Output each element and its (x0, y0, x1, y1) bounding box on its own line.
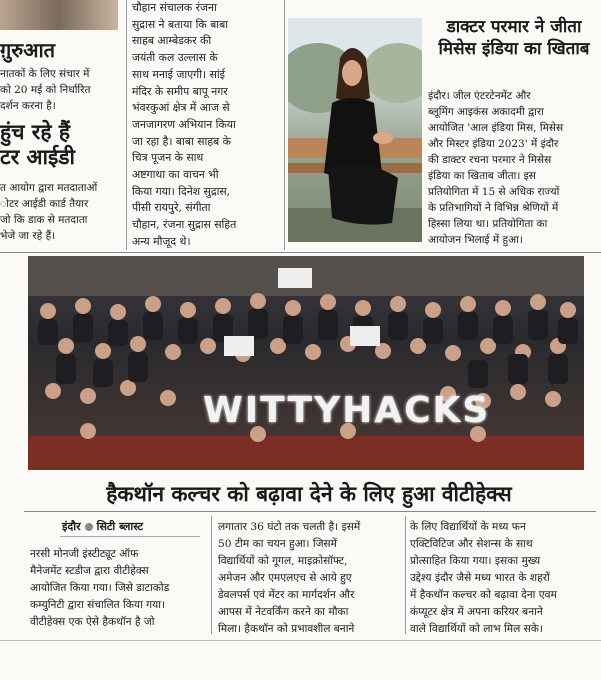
main-body-column-3: के लिए विद्यार्थियों के मध्य फन एक्टिविटिज और सेशन्स के साथ प्रोत्साहित किया गया। इसका मुख्य उद्देश्य इंदौर जैसे मध्य भारत के शहरों में हैकथॉन कल्चर को बढ़ावा देना एवम कंप्यूटर क्षेत्र में अपना करियर बनाने वाले विद्यार्थियों को लाभ मिल सके। (410, 521, 557, 635)
right-article-headline: डाक्टर परमार ने जीता मिसेस इंडिया का खिताब (438, 17, 590, 59)
middle-column (132, 0, 280, 250)
main-body-column-1: नरसी मोनजी इंस्टीट्यूट ऑफ मैनेजमेंट स्टडीज द्वारा वीटीहेक्स आयोजित किया गया। जिसे डाटाकोड कम्युनिटी द्वारा संचालित किया गया। वीटीहेक्स एक ऐसे हैकथॉन है जो (30, 548, 170, 628)
left-photo-strip (0, 0, 118, 30)
left-heading-2: हुंच रहे हैं टर आईडी (0, 120, 75, 169)
column-divider (405, 516, 406, 634)
dateline-underline (60, 536, 200, 537)
bullet-dot-icon (85, 523, 93, 531)
crowd-illustration (28, 256, 584, 470)
column-divider (126, 0, 127, 250)
middle-column-text: चौहान संचालक रंजना सुद्रास ने बताया कि बाबा साहब आम्बेडकर की जयंती कल उल्लास के साथ मनाई जाएगी। सांई मंदिर के समीप बापू नगर भंवरकुआं क्षेत्र में आज से जनजागरण अभियान किया जा रहा है। बाबा साहब के चित्र पूजन के साथ अष्टगाथा का वाचन भी किया गया। दिनेश सुद्रास, पीसी रायपुरे, संगीता चौहान, रंजना सुद्रास सहित अन्य मौजूद थे। (132, 1, 237, 248)
column-divider (211, 516, 212, 634)
page-bottom-rule (0, 640, 601, 641)
section-divider (0, 252, 601, 253)
left-paragraph-1: नातकों के लिए संचार में को 20 मई को निर्धारित दर्शन करना है। (0, 68, 91, 112)
column-divider (284, 0, 285, 250)
main-body-column-2: लगातार 36 घंटो तक चलती है। इसमें 50 टीम का चयन हुआ। जिसमें विद्यार्थियों को गूगल, माइक्रोसॉफ्ट, अमेजन और एमएलएच से आये हुए डेवलपर्स एवं मेंटर का मार्गदर्शन और आपस में नेटवर्किंग करने का मौका मिला। हैकथॉन को प्रभावशील बनाने (218, 521, 361, 635)
dateline (62, 519, 143, 534)
portrait-illustration (288, 18, 422, 242)
main-headline: हैकथॉन कल्चर को बढ़ावा देने के लिए हुआ वीटीहेक्स (106, 482, 512, 506)
headline-divider (24, 511, 596, 512)
woman-portrait-photo (288, 18, 422, 242)
left-paragraph-2: त आयोग द्वारा मतदाताओं ोटर आईडी कार्ड तैयार जो कि डाक से मतदाता भेजे जा रहे हैं। (0, 182, 98, 242)
dateline-city: इंदौर (62, 520, 81, 533)
wittyhacks-banner: WITTYHACKS (203, 390, 491, 431)
right-article-body: इंदौर। जील एंटरटेनमेंट और ब्लूमिंग आइकंस अकादमी द्वारा आयोजित 'आल इंडिया मिस, मिसेस और मिस्टर इंडिया 2023' में इंदौर की डाक्टर रचना परमार ने मिसेस इंडिया का खिताब जीता। इस प्रतियोगिता में 15 से अधिक राज्यों के प्रतिभागियों ने विभिन्न श्रेणियों में हिस्सा लिया था। प्रतियोगिता का आयोजन भिलाई में हुआ। (428, 90, 564, 246)
left-column (0, 0, 120, 260)
dateline-source: सिटी ब्लास्ट (96, 520, 144, 533)
left-heading-1: ग़ुरुआत (0, 38, 56, 62)
hackathon-group-photo (28, 256, 584, 470)
